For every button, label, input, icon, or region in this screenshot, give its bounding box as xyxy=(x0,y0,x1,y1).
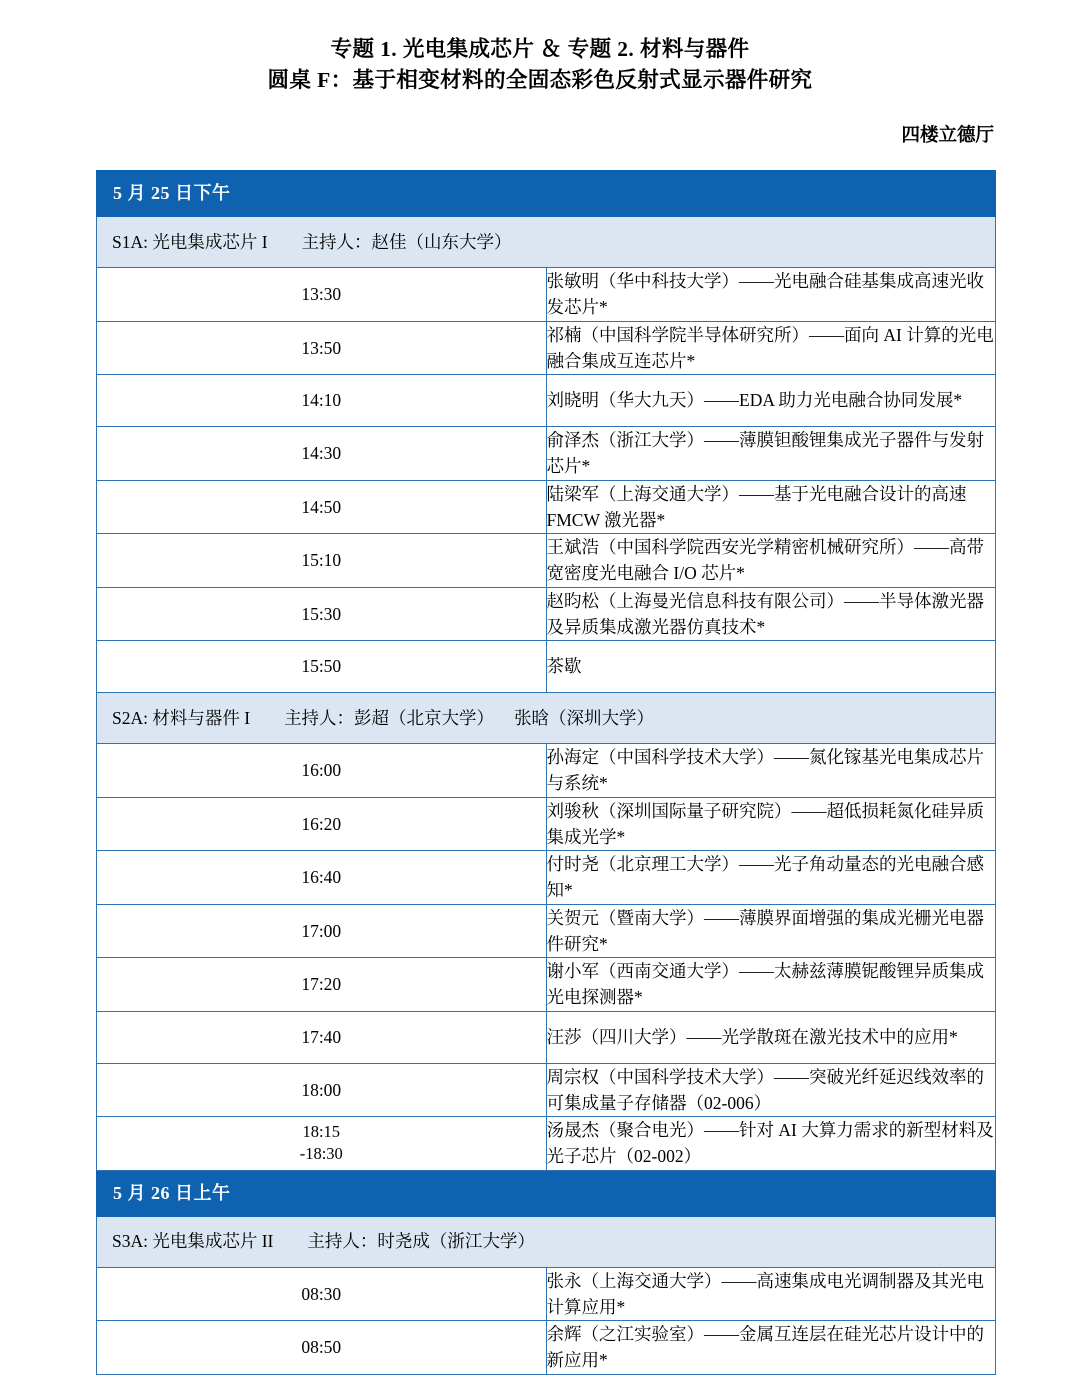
talk-time-cell: 08:30 xyxy=(97,1267,547,1321)
table-row xyxy=(97,375,996,427)
page-title-line-1: 专题 1. 光电集成芯片 ＆ 专题 2. 材料与器件 xyxy=(330,37,750,61)
page-title xyxy=(0,0,1080,96)
day-header-label: 5 月 25 日下午 xyxy=(97,171,996,217)
table-row xyxy=(97,1011,996,1063)
talk-time-cell: 13:30 xyxy=(97,268,547,322)
talk-title-cell: 陆梁军（上海交通大学）——基于光电融合设计的高速 FMCW 激光器* xyxy=(546,480,996,534)
talk-time-cell: 16:40 xyxy=(97,851,547,905)
table-row xyxy=(97,641,996,693)
session-header-cell xyxy=(97,693,996,744)
talk-time-cell: 14:30 xyxy=(97,427,547,481)
table-row xyxy=(97,321,996,375)
session-header-cell xyxy=(97,1216,996,1267)
talk-title-cell: 谢小军（西南交通大学）——太赫兹薄膜铌酸锂异质集成光电探测器* xyxy=(546,958,996,1012)
talk-time-start: 18:15 xyxy=(302,1121,341,1141)
table-row xyxy=(97,851,996,905)
session-code: S3A: 光电集成芯片 II xyxy=(112,1231,274,1252)
schedule-table xyxy=(96,170,996,1375)
table-row xyxy=(97,1267,996,1321)
talk-time-cell: 16:00 xyxy=(97,744,547,798)
day-header-label: 5 月 26 日上午 xyxy=(97,1170,996,1216)
table-row xyxy=(97,1063,996,1117)
table-row xyxy=(97,534,996,588)
day-header-row xyxy=(97,171,996,217)
talk-time-end: -18:30 xyxy=(299,1144,343,1164)
session-chair-secondary: 张晗（深圳大学） xyxy=(514,707,655,728)
session-chair: 主持人：赵佳（山东大学） xyxy=(301,231,512,252)
talk-title-cell: 余辉（之江实验室）——金属互连层在硅光芯片设计中的新应用* xyxy=(546,1321,996,1375)
talk-title-cell: 刘骏秋（深圳国际量子研究院）——超低损耗氮化硅异质集成光学* xyxy=(546,797,996,851)
session-header-row xyxy=(97,217,996,268)
talk-time-cell xyxy=(97,1117,547,1171)
day-header-row xyxy=(97,1170,996,1216)
table-row xyxy=(97,1321,996,1375)
table-row xyxy=(97,744,996,798)
talk-title-cell: 刘晓明（华大九天）——EDA 助力光电融合协同发展* xyxy=(546,375,996,427)
talk-time-cell: 15:50 xyxy=(97,641,547,693)
schedule-container xyxy=(0,170,1080,1375)
talk-time-cell: 13:50 xyxy=(97,321,547,375)
talk-time-cell: 15:10 xyxy=(97,534,547,588)
talk-title-cell: 付时尧（北京理工大学）——光子角动量态的光电融合感知* xyxy=(546,851,996,905)
talk-title-cell: 周宗权（中国科学技术大学）——突破光纤延迟线效率的可集成量子存储器（02-006） xyxy=(546,1063,996,1117)
talk-title-cell: 张敏明（华中科技大学）——光电融合硅基集成高速光收发芯片* xyxy=(546,268,996,322)
talk-time-cell: 17:40 xyxy=(97,1011,547,1063)
talk-title-cell: 孙海定（中国科学技术大学）——氮化镓基光电集成芯片与系统* xyxy=(546,744,996,798)
talk-time-cell: 14:10 xyxy=(97,375,547,427)
talk-title-cell: 茶歇 xyxy=(546,641,996,693)
talk-title-cell: 汪莎（四川大学）——光学散斑在激光技术中的应用* xyxy=(546,1011,996,1063)
table-row xyxy=(97,480,996,534)
table-row xyxy=(97,904,996,958)
session-header-row xyxy=(97,693,996,744)
session-chair: 主持人：彭超（北京大学） xyxy=(284,707,495,728)
talk-time-cell: 08:50 xyxy=(97,1321,547,1375)
table-row xyxy=(97,797,996,851)
session-code: S2A: 材料与器件 I xyxy=(112,707,251,728)
talk-title-cell: 关贺元（暨南大学）——薄膜界面增强的集成光栅光电器件研究* xyxy=(546,904,996,958)
session-code: S1A: 光电集成芯片 I xyxy=(112,231,268,252)
talk-time-cell: 17:20 xyxy=(97,958,547,1012)
session-header-row xyxy=(97,1216,996,1267)
schedule-table-body xyxy=(97,171,996,1375)
talk-time-cell: 14:50 xyxy=(97,480,547,534)
table-row xyxy=(97,268,996,322)
venue-label: 四楼立德厅 xyxy=(901,126,994,146)
session-chair: 主持人：时尧成（浙江大学） xyxy=(307,1231,535,1252)
talk-title-cell: 俞泽杰（浙江大学）——薄膜钽酸锂集成光子器件与发射芯片* xyxy=(546,427,996,481)
talk-title-cell: 汤晟杰（聚合电光）——针对 AI 大算力需求的新型材料及光子芯片（02-002） xyxy=(546,1117,996,1171)
table-row xyxy=(97,427,996,481)
table-row xyxy=(97,1117,996,1171)
talk-time-cell: 15:30 xyxy=(97,587,547,641)
talk-time-cell: 18:00 xyxy=(97,1063,547,1117)
table-row xyxy=(97,587,996,641)
page-title-line-2: 圆桌 F：基于相变材料的全固态彩色反射式显示器件研究 xyxy=(267,68,813,92)
talk-time-cell: 17:00 xyxy=(97,904,547,958)
talk-title-cell: 赵昀松（上海曼光信息科技有限公司）——半导体激光器及异质集成激光器仿真技术* xyxy=(546,587,996,641)
table-row xyxy=(97,958,996,1012)
talk-title-cell: 张永（上海交通大学）——高速集成电光调制器及其光电计算应用* xyxy=(546,1267,996,1321)
talk-title-cell: 王斌浩（中国科学院西安光学精密机械研究所）——高带宽密度光电融合 I/O 芯片* xyxy=(546,534,996,588)
session-header-cell xyxy=(97,217,996,268)
talk-title-cell: 祁楠（中国科学院半导体研究所）——面向 AI 计算的光电融合集成互连芯片* xyxy=(546,321,996,375)
talk-time-cell: 16:20 xyxy=(97,797,547,851)
